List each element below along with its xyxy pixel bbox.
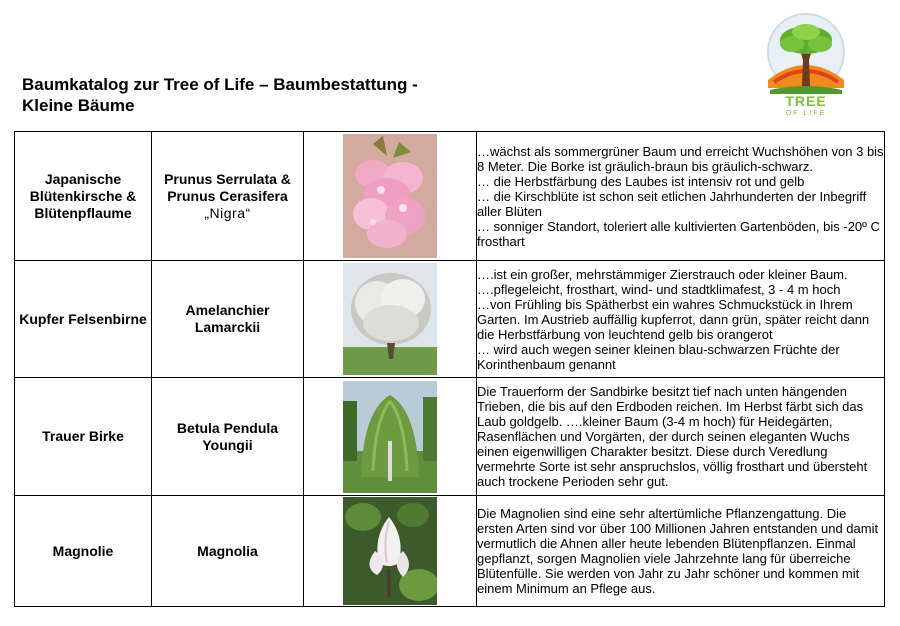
tree-latin-name: Prunus Serrulata & Prunus Cerasifera	[164, 170, 291, 204]
description-line: … die Kirschblüte ist schon seit etlichen Jahrhunderten der Inbegriff aller Blüten	[477, 188, 867, 219]
table-row	[15, 378, 885, 496]
description-line: … die Herbstfärbung des Laubes ist intensiv rot und gelb	[477, 173, 805, 189]
tree-catalog-table	[14, 131, 885, 607]
description-line: …von Frühling bis Spätherbst ein wahres Schmuckstück in Ihrem Garten. Im Austrieb auffällig kupferrot, dann grün, später reicht dann die Herbstfärbung von leuchtend gelb bis orangerot	[477, 296, 870, 342]
description-line: Die Trauerform der Sandbirke besitzt tief nach unten hängenden Trieben, die bis auf den Erdboden reichen. Im Herbst färbt sich das Laub goldgelb. ….kleiner Baum (3-4 m hoch) für Heidegärten, Rasenflächen und Vorgärten, der durch seinen eleganten Wuchs einen eigenwilligen Charakter besitzt. Diese durch Veredlung vermehrte Sorte ist sehr anspruchslos, völlig frosthart und übersteht auch trockene Perioden sehr gut.	[477, 384, 868, 489]
tree-latin-name: Betula Pendula Youngii	[176, 419, 279, 453]
tree-latin-name-cell	[152, 261, 304, 378]
tree-latin-name: Magnolia	[197, 542, 258, 559]
tree-common-name: Trauer Birke	[15, 378, 152, 496]
page-title	[22, 74, 622, 116]
tree-description	[477, 496, 885, 607]
tree-common-name: Kupfer Felsenbirne	[15, 261, 152, 378]
table-row	[15, 132, 885, 261]
weeping-birch-photo	[304, 378, 477, 496]
tree-latin-name-cell	[152, 378, 304, 496]
tree-description	[477, 378, 885, 496]
tree-common-name: Japanische Blütenkirsche & Blütenpflaume	[15, 132, 152, 261]
tree-latin-name: Amelanchier Lamarckii	[185, 302, 270, 335]
description-line: Die Magnolien sind eine sehr altertümliche Pflanzengattung. Die ersten Arten sind vor über 100 Millionen Jahren entstanden und damit vermutlich die Ahnen aller heute lebenden Blütenpflanzen. Einmal gepflanzt, sorgen Magnolien viele Jahrzehnte lang für überreiche Blütenfülle. Sie werden von Jahr zu Jahr schöner und kommen mit einem Minimum an Pflege aus.	[477, 506, 879, 596]
white-flowering-shrub-photo	[304, 261, 477, 378]
description-line: ….ist ein großer, mehrstämmiger Zierstrauch oder kleiner Baum.	[477, 266, 848, 282]
table-row	[15, 496, 885, 607]
description-line: … sonniger Standort, toleriert alle kultivierten Gartenböden, bis -20º C frosthart	[477, 218, 880, 249]
tree-latin-cultivar: „Nigra“	[204, 204, 251, 221]
tree-common-name: Magnolie	[15, 496, 152, 607]
description-line: ….pflegeleicht, frosthart, wind- und stadtklimafest, 3 - 4 m hoch	[477, 281, 841, 297]
tree-of-life-logo	[756, 10, 856, 118]
page-title-line-1: Baumkatalog zur Tree of Life – Baumbestattung -	[22, 75, 418, 94]
page-title-line-2: Kleine Bäume	[22, 96, 135, 115]
tree-latin-name-cell	[152, 132, 304, 261]
tree-description	[477, 132, 885, 261]
logo-text-top: TREE	[785, 93, 827, 109]
tree-latin-name-cell	[152, 496, 304, 607]
description-line: …wächst als sommergrüner Baum und erreicht Wuchshöhen von 3 bis 8 Meter. Die Borke ist gräulich-braun bis gräulich-schwarz.	[477, 143, 884, 174]
table-row	[15, 261, 885, 378]
tree-description	[477, 261, 885, 378]
pink-cherry-blossom-photo	[304, 132, 477, 261]
logo-text-bottom: OF LIFE	[785, 110, 827, 117]
white-magnolia-flower-photo	[304, 496, 477, 607]
description-line: … wird auch wegen seiner kleinen blau-schwarzen Früchte der Korinthenbaum genannt	[477, 341, 840, 372]
